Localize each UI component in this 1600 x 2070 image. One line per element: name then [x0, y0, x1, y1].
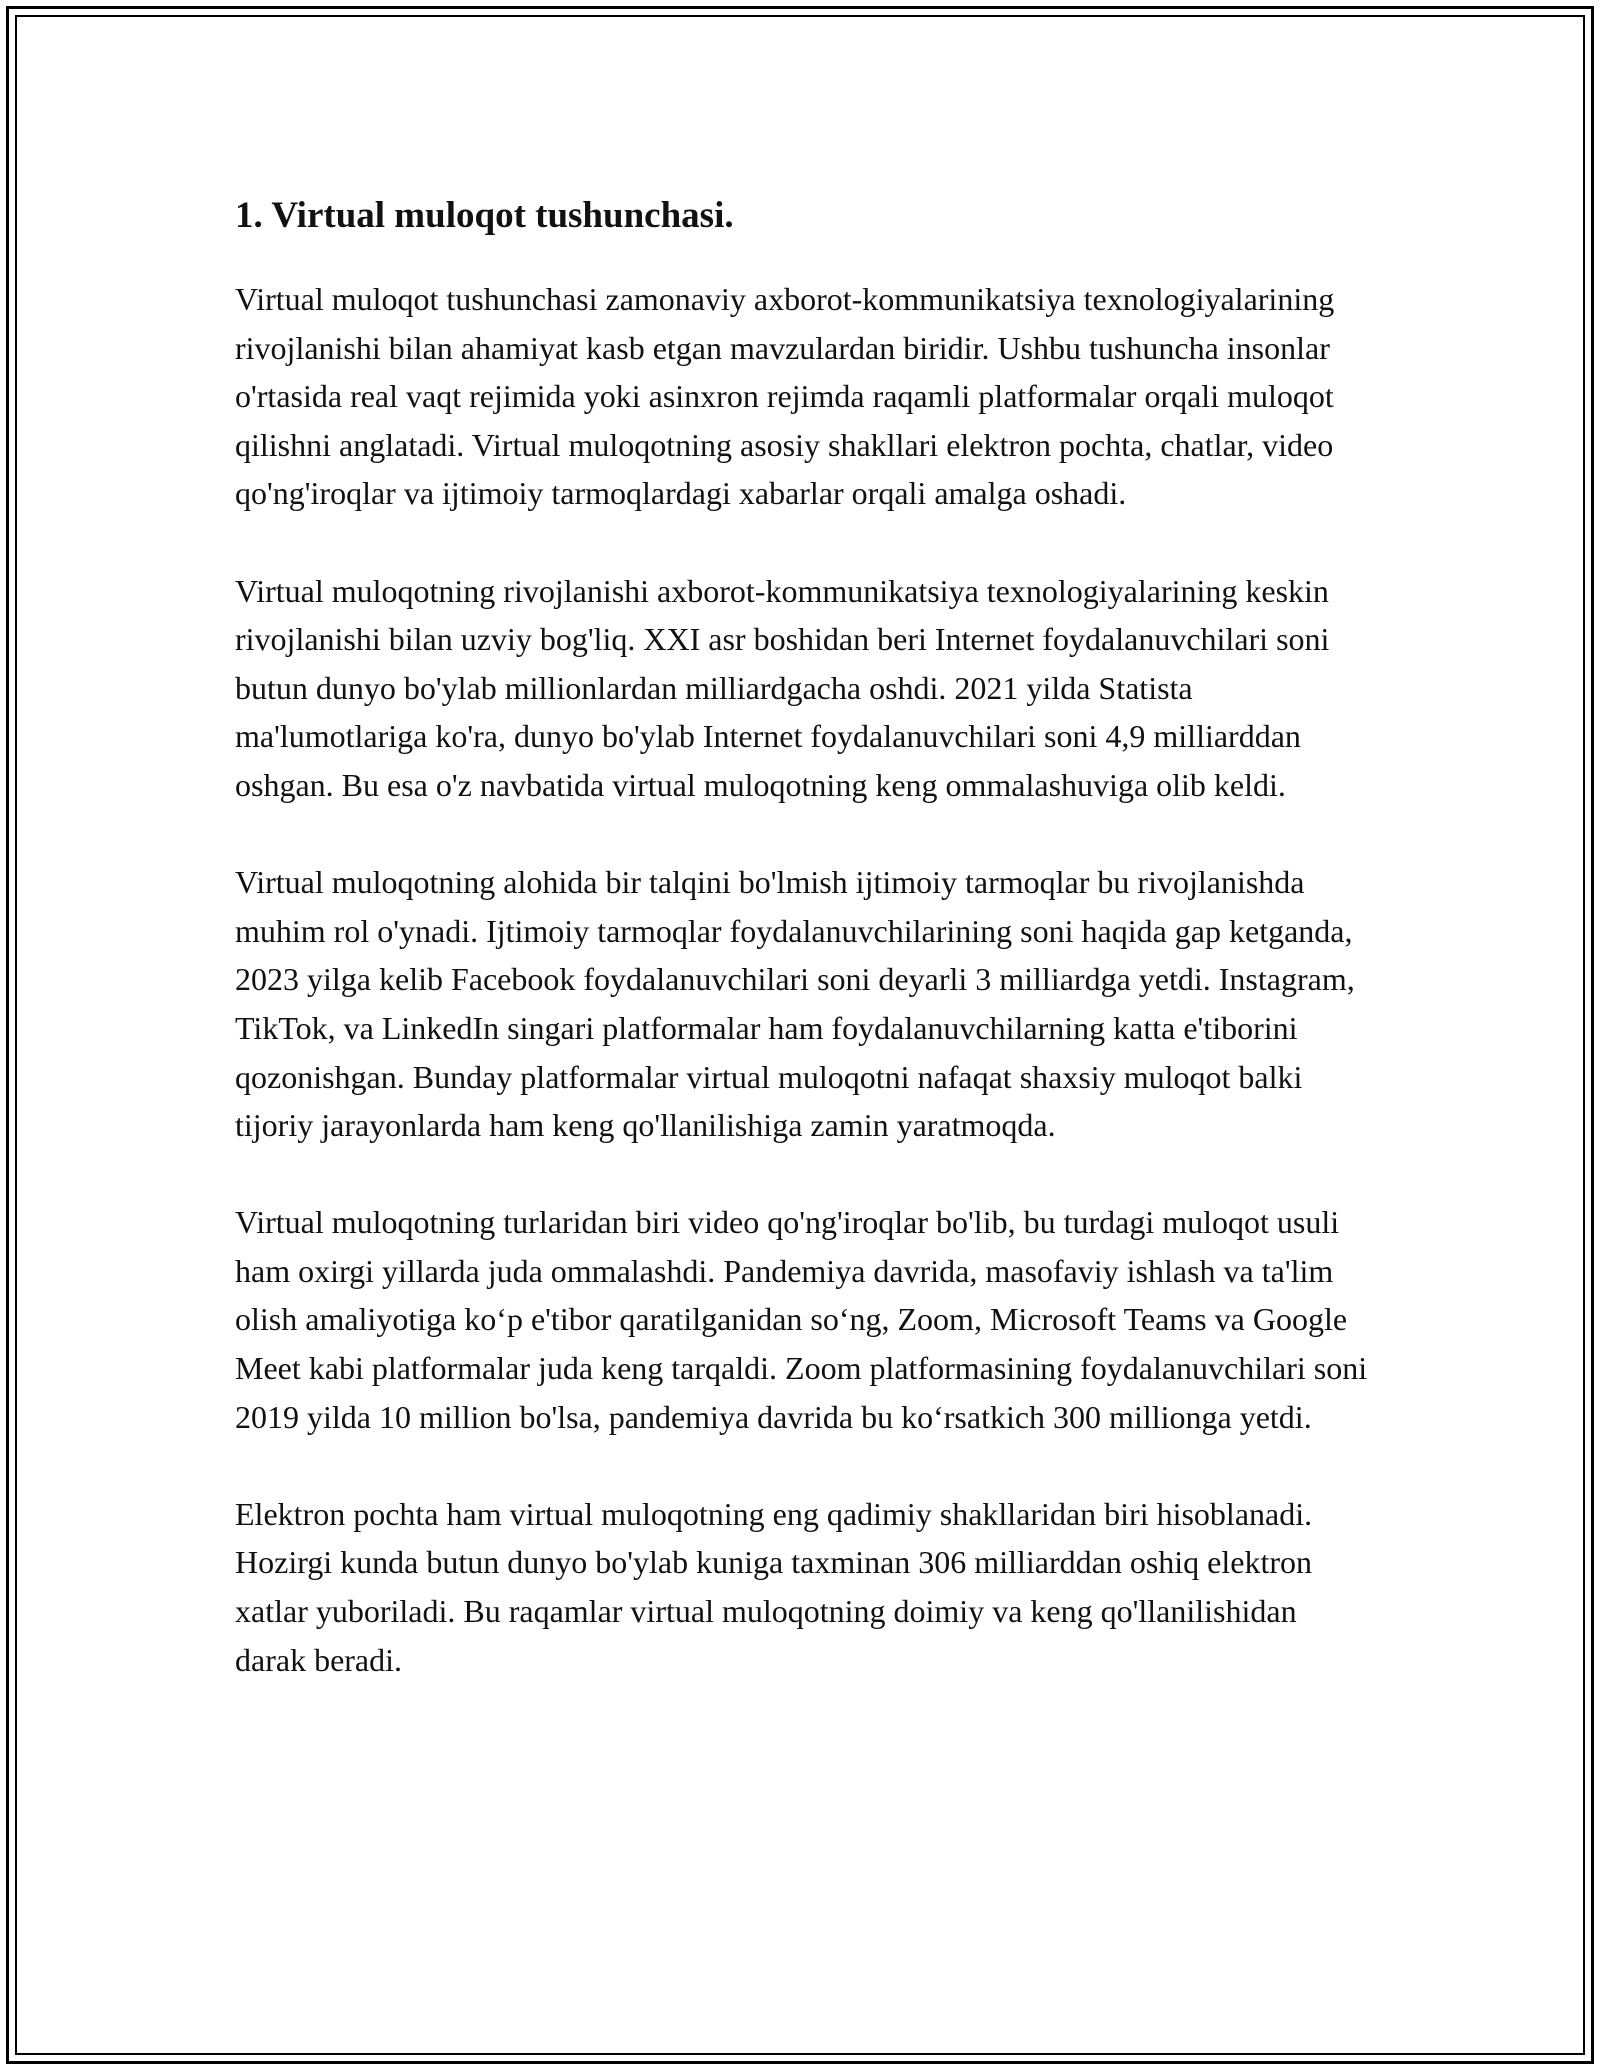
section-heading: 1. Virtual muloqot tushunchasi.	[235, 195, 734, 236]
paragraph-1: Virtual muloqot tushunchasi zamonaviy axborot-kommunikatsiya texnologiyalarining rivojlanishi bilan ahamiyat kasb etgan mavzulardan biridir. Ushbu tushuncha insonlar o'rtasida real vaqt rejimida yoki asinxron rejimda raqamli platformalar orqali muloqot qilishni anglatadi. Virtual muloqotning asosiy shakllari elektron pochta, chatlar, video qo'ng'iroqlar va ijtimoiy tarmoqlardagi xabarlar orqali amalga oshadi.	[235, 281, 1335, 512]
paragraph-3: Virtual muloqotning alohida bir talqini bo'lmish ijtimoiy tarmoqlar bu rivojlanishda muhim rol o'ynadi. Ijtimoiy tarmoqlar foydalanuvchilarining soni haqida gap ketganda, 2023 yilga kelib Facebook foydalanuvchilari soni deyarli 3 milliardga yetdi. Instagram, TikTok, va LinkedIn singari platformalar ham foydalanuvchilarning katta e'tiborini qozonishgan. Bunday platformalar virtual muloqotni nafaqat shaxsiy muloqot balki tijoriy jarayonlarda ham keng qo'llanilishiga zamin yaratmoqda.	[235, 864, 1355, 1144]
paragraph-2: Virtual muloqotning rivojlanishi axborot-kommunikatsiya texnologiyalarining keskin rivojlanishi bilan uzviy bog'liq. XXI asr boshidan beri Internet foydalanuvchilari soni butun dunyo bo'ylab millionlardan milliardgacha oshdi. 2021 yilda Statista ma'lumotlariga ko'ra, dunyo bo'ylab Internet foydalanuvchilari soni 4,9 milliarddan oshgan. Bu esa o'z navbatida virtual muloqotning keng ommalashuviga olib keldi.	[235, 572, 1330, 803]
paragraph-4: Virtual muloqotning turlaridan biri video qo'ng'iroqlar bo'lib, bu turdagi muloqot usuli ham oxirgi yillarda juda ommalashdi. Pandemiya davrida, masofaviy ishlash va ta'lim olish amaliyotiga ko‘p e'tibor qaratilganidan so‘ng, Zoom, Microsoft Teams va Google Meet kabi platformalar juda keng tarqaldi. Zoom platformasining foydalanuvchilari soni 2019 yilda 10 million bo'lsa, pandemiya davrida bu ko‘rsatkich 300 millionga yetdi.	[235, 1204, 1368, 1435]
document-body	[235, 186, 1375, 1733]
paragraph-5: Elektron pochta ham virtual muloqotning eng qadimiy shakllaridan biri hisoblanadi. Hozirgi kunda butun dunyo bo'ylab kuniga taxminan 306 milliarddan oshiq elektron xatlar yuboriladi. Bu raqamlar virtual muloqotning doimiy va keng qo'llanilishidan darak beradi.	[235, 1495, 1313, 1678]
